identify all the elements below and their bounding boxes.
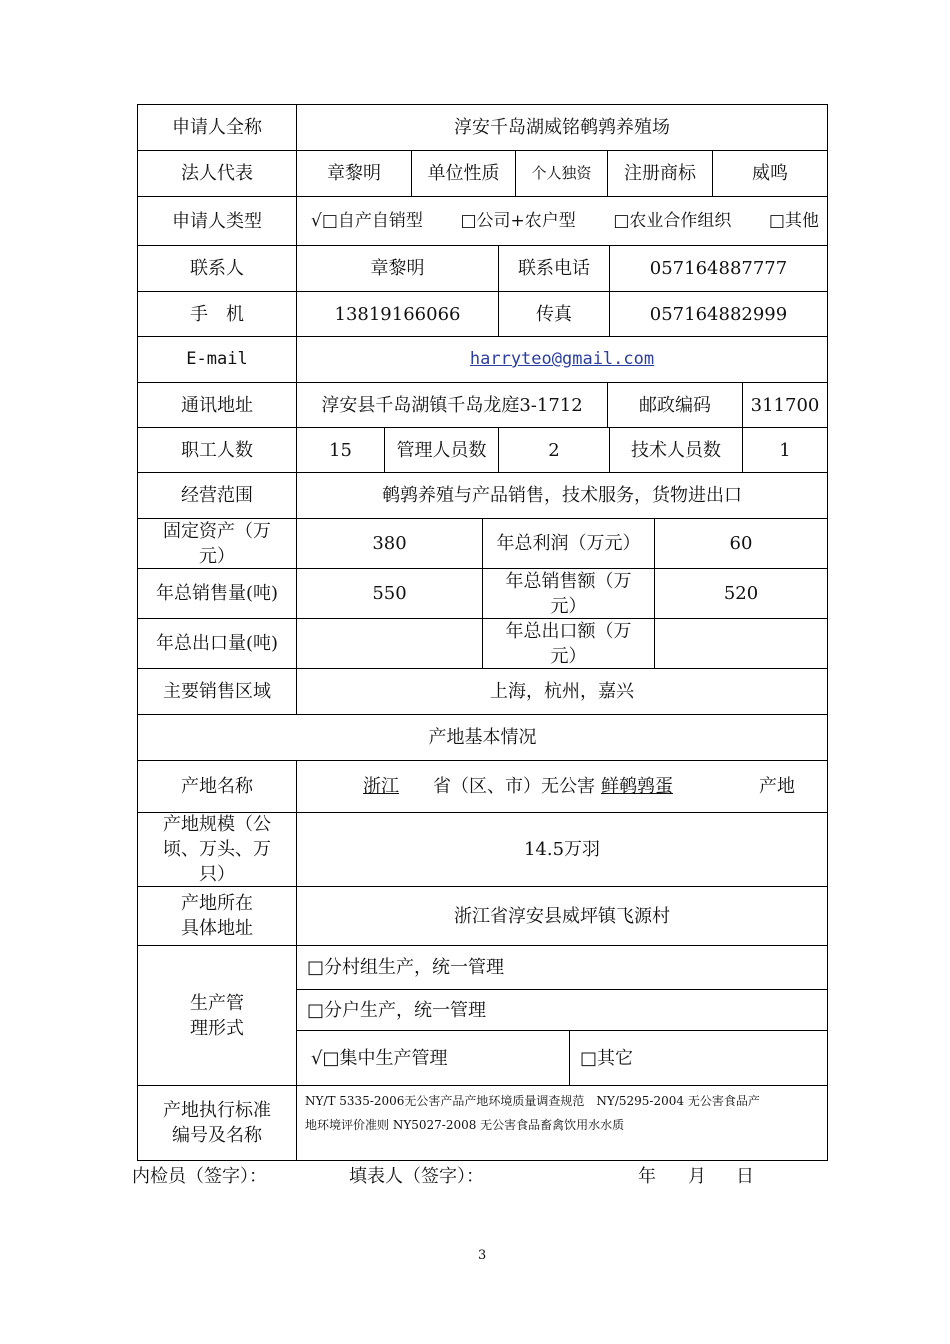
address-value: 淳安县千岛湖镇千岛龙庭3-1712 <box>321 394 583 416</box>
origin-location-label: 产地所在 具体地址 <box>181 893 253 939</box>
annual-profit-label: 年总利润（万元） <box>496 533 641 554</box>
annual-profit-value: 60 <box>729 533 753 554</box>
origin-section-title: 产地基本情况 <box>428 727 537 748</box>
contact-value: 章黎明 <box>370 258 425 279</box>
phone-label: 联系电话 <box>518 258 590 279</box>
checkbox-other[interactable]: □其他 <box>768 210 819 231</box>
inspector-signature-label: 内检员（签字）： <box>132 1166 267 1187</box>
applicant-type-label: 申请人类型 <box>172 210 262 232</box>
fax-value: 057164882999 <box>649 303 788 325</box>
technicians-label: 技术人员数 <box>631 439 721 461</box>
origin-scale-label: 产地规模（公顷、万头、万只） <box>163 814 271 885</box>
sales-volume-value: 550 <box>372 583 407 604</box>
unit-nature-label: 单位性质 <box>427 163 500 184</box>
mobile-value: 13819166066 <box>334 303 461 325</box>
checkbox-other-mgmt[interactable]: □其它 <box>580 1047 634 1069</box>
applicant-type-options <box>297 197 827 245</box>
date-month: 月 <box>688 1166 706 1187</box>
standard-label: 产地执行标准 编号及名称 <box>163 1100 271 1146</box>
sales-amount-label: 年总销售额（万元） <box>505 570 632 617</box>
export-amount-value <box>655 619 827 668</box>
email-link[interactable]: harryteo@gmail.com <box>469 349 655 369</box>
origin-name-label: 产地名称 <box>181 776 253 797</box>
page-number: 3 <box>478 1248 487 1263</box>
address-label: 通讯地址 <box>181 394 253 416</box>
origin-name-value <box>297 761 827 812</box>
origin-province: 浙江 <box>363 776 399 797</box>
checkbox-village-group[interactable]: □分村组生产，统一管理 <box>307 957 505 978</box>
trademark-value: 威鸣 <box>752 163 788 184</box>
export-volume-value <box>297 619 482 668</box>
region-label: 主要销售区域 <box>163 681 271 702</box>
postcode-label: 邮政编码 <box>639 394 711 416</box>
email-label: E-mail <box>186 349 248 369</box>
check-mark-icon: √ <box>311 210 322 231</box>
unit-nature-value: 个人独资 <box>531 164 592 182</box>
origin-name-mid: 省（区、市）无公害 <box>433 776 595 797</box>
full-name-label: 申请人全称 <box>172 117 262 138</box>
sales-amount-value: 520 <box>723 583 759 604</box>
management-label: 生产管 理形式 <box>190 992 244 1039</box>
filler-signature-label: 填表人（签字）： <box>349 1166 484 1187</box>
grid-line <box>137 1160 828 1161</box>
legal-rep-label: 法人代表 <box>181 163 253 184</box>
trademark-label: 注册商标 <box>624 163 696 184</box>
managers-label: 管理人员数 <box>396 439 487 461</box>
export-amount-label: 年总出口额（万元） <box>505 620 632 667</box>
scope-value: 鹌鹑养殖与产品销售，技术服务，货物进出口 <box>382 485 742 506</box>
phone-value: 057164887777 <box>649 258 788 279</box>
origin-name-suffix: 产地 <box>759 776 795 797</box>
applicant-type-option-1[interactable] <box>311 209 423 234</box>
full-name-value: 淳安千岛湖威铭鹌鹑养殖场 <box>454 117 670 138</box>
sales-volume-label: 年总销售量(吨) <box>155 583 279 604</box>
checkbox-centralized[interactable]: √ □集中生产管理 <box>311 1047 448 1069</box>
checkbox-company-farmer[interactable]: □公司+农户型 <box>460 210 576 231</box>
postcode-value: 311700 <box>750 394 820 416</box>
checkbox-self-sale: □自产自销型 <box>321 210 423 231</box>
export-volume-label: 年总出口量(吨) <box>155 633 279 654</box>
checkbox-household[interactable]: □分户生产，统一管理 <box>307 999 487 1021</box>
origin-product: 鲜鹌鹑蛋 <box>601 776 673 797</box>
email-cell <box>297 337 827 382</box>
origin-location-value: 浙江省淳安县威坪镇飞源村 <box>454 905 670 927</box>
fixed-assets-label: 固定资产（万元） <box>163 520 271 567</box>
region-value: 上海，杭州，嘉兴 <box>490 681 634 702</box>
date-day: 日 <box>736 1166 754 1187</box>
fixed-assets-value: 380 <box>372 533 407 554</box>
grid-line <box>827 104 828 1161</box>
standard-text: NY/T 5335-2006无公害产品产地环境质量调查规范 NY/5295-2004 无公害食品产 地环境评价准则 NY5027-2008 无公害食品畜禽饮用水水质 <box>305 1094 760 1132</box>
fax-label: 传真 <box>536 303 572 325</box>
staff-label: 职工人数 <box>181 439 253 461</box>
checkbox-cooperative[interactable]: □农业合作组织 <box>613 210 732 231</box>
technicians-value: 1 <box>779 439 791 461</box>
contact-label: 联系人 <box>190 258 244 279</box>
staff-value: 15 <box>329 439 352 461</box>
origin-scale-value: 14.5万羽 <box>523 839 601 860</box>
mobile-label: 手 机 <box>190 303 244 325</box>
date-year: 年 <box>638 1166 656 1187</box>
scope-label: 经营范围 <box>181 485 253 506</box>
legal-rep-value: 章黎明 <box>327 163 381 184</box>
check-mark-icon: √ <box>311 1047 323 1069</box>
managers-value: 2 <box>548 439 560 461</box>
